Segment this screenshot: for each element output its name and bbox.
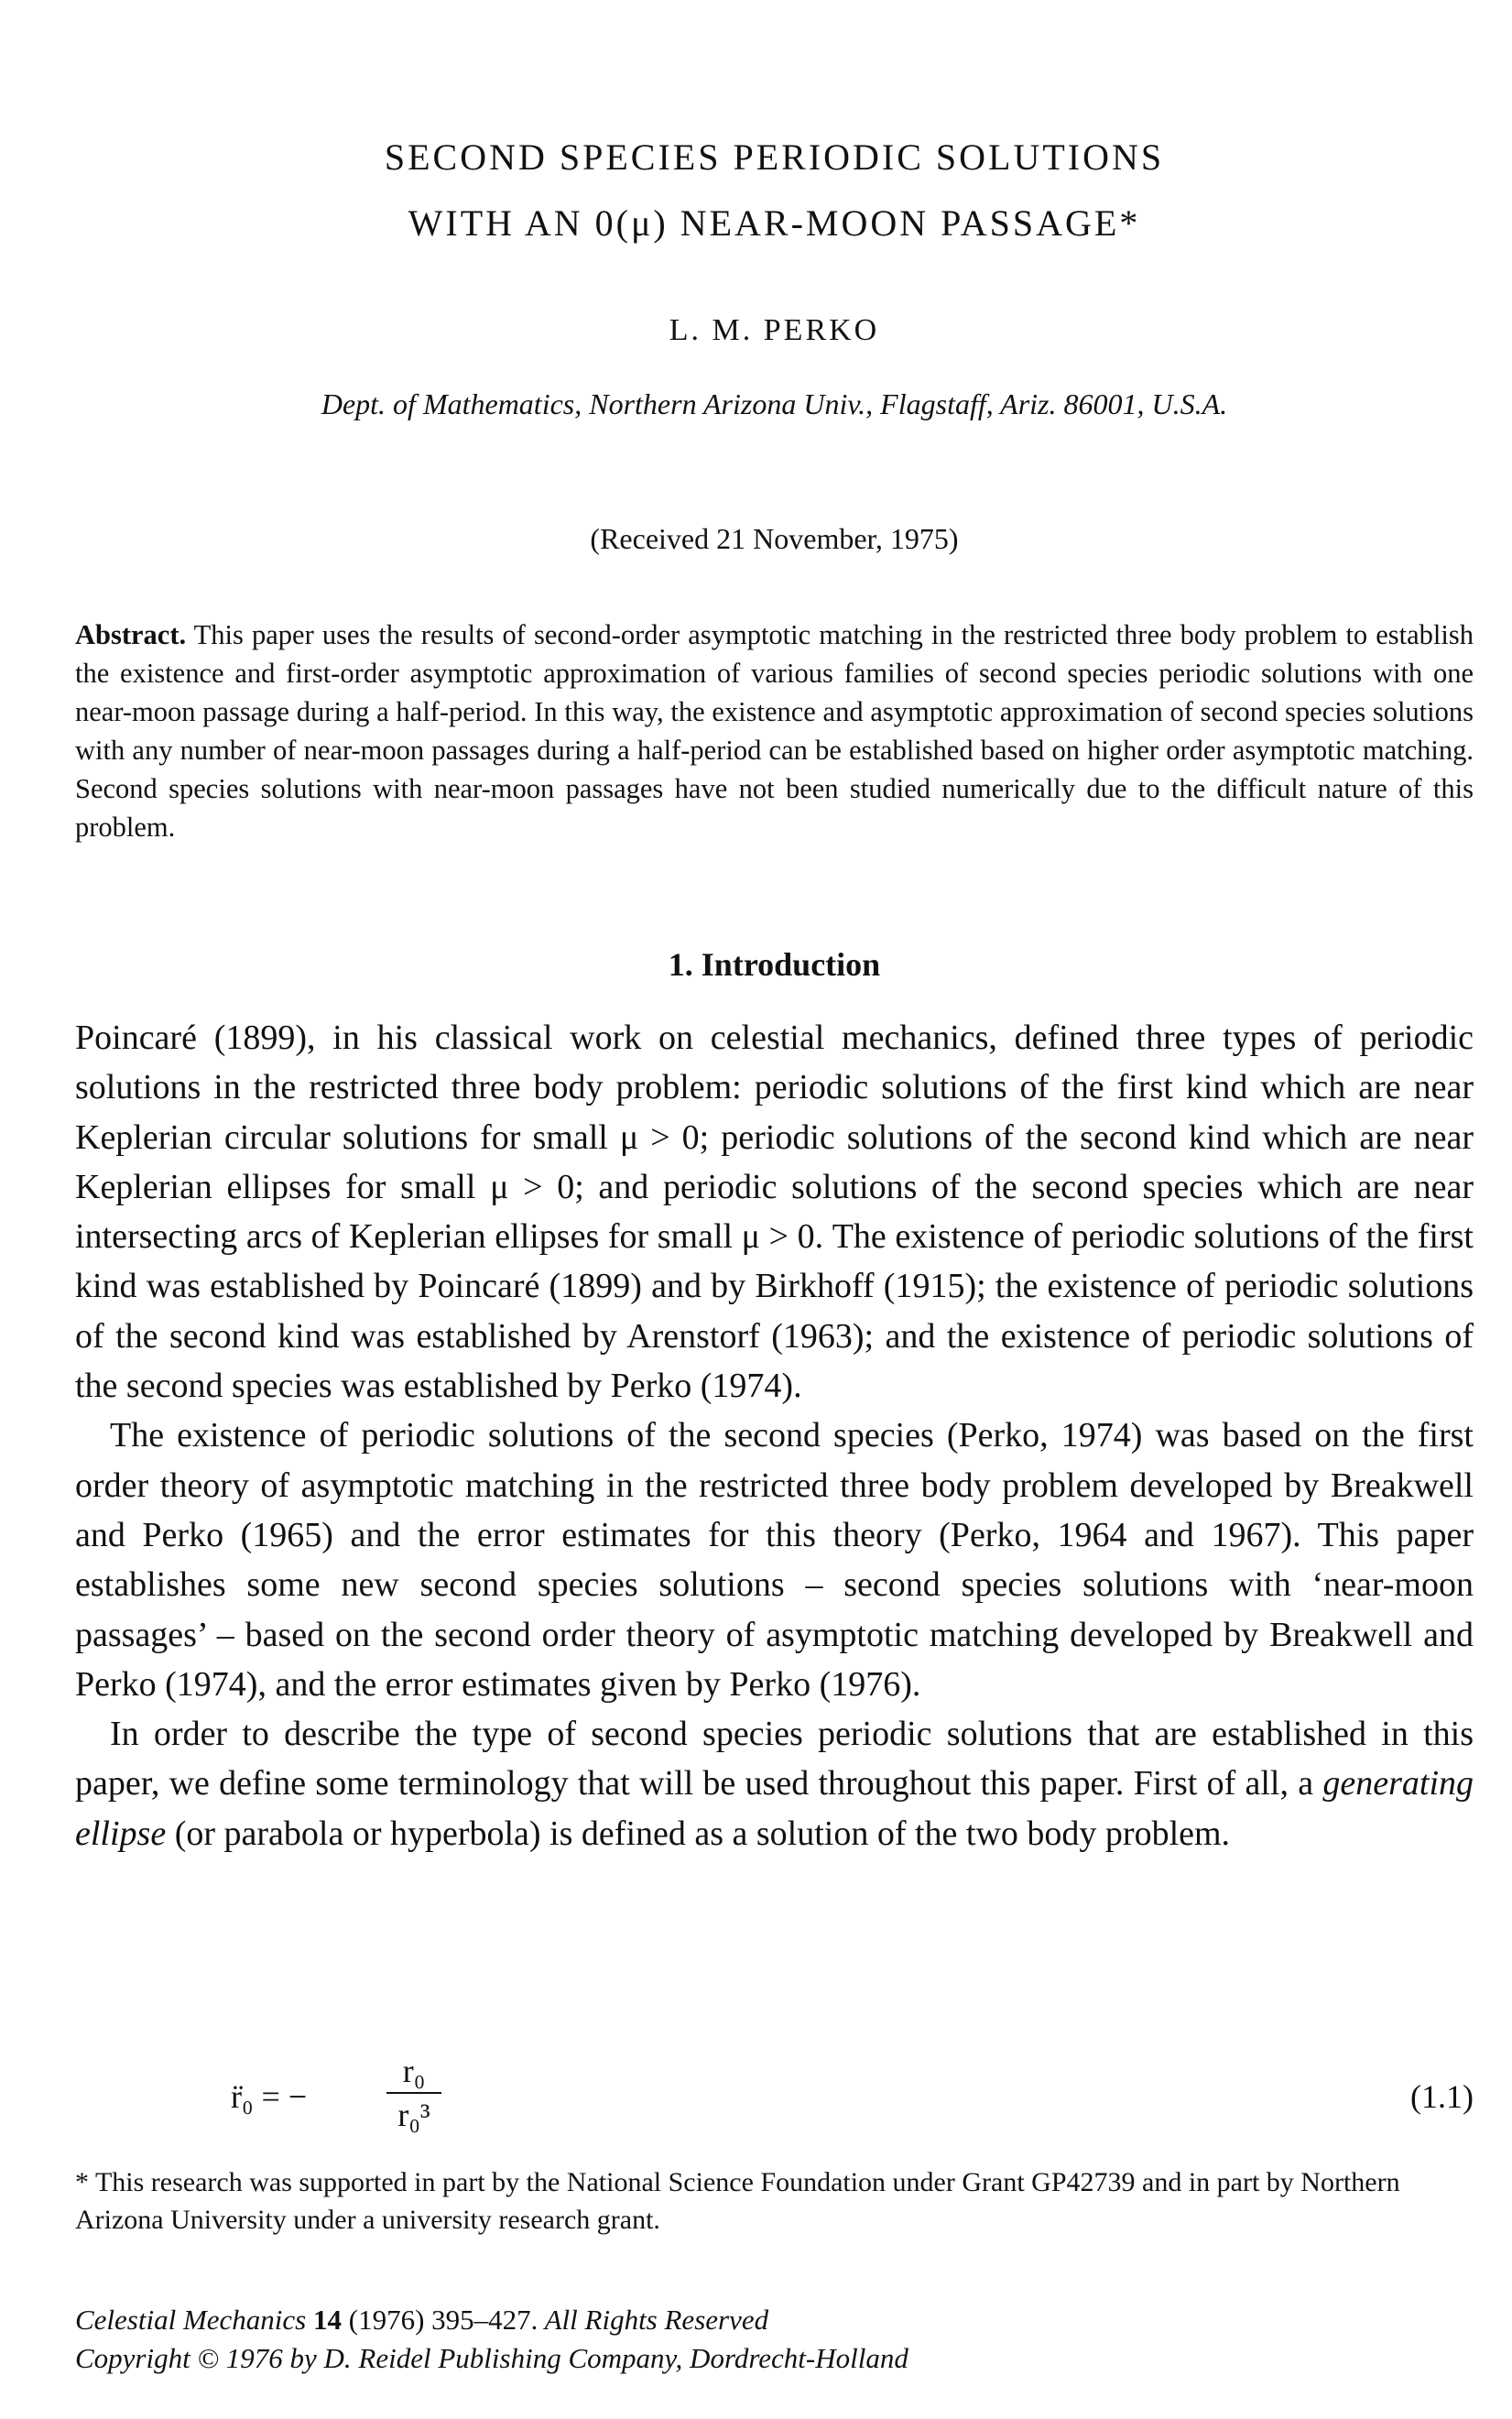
abstract (75, 616, 1474, 846)
received-date: (Received 21 November, 1975) (590, 522, 959, 555)
journal-copyright: Copyright © 1976 by D. Reidel Publishing Company, Dordrecht-Holland (75, 2342, 908, 2374)
journal-rights: All Rights Reserved (544, 2304, 769, 2336)
journal-name: Celestial Mechanics (75, 2304, 307, 2336)
equation-1-1 (75, 2052, 1474, 2143)
paragraph-3-start: In order to describe the type of second species periodic solutions that are established in this paper, we define some terminology that will be used throughout this paper. First of all, a (75, 1715, 1474, 1803)
section-heading: 1. Introduction (668, 946, 881, 983)
journal-line-1 (75, 2301, 1474, 2339)
author-affiliation: Dept. of Mathematics, Northern Arizona Univ., Flagstaff, Ariz. 86001, U.S.A. (321, 387, 1228, 420)
defined-term: generating ellipse (75, 1764, 1474, 1853)
paper-page (75, 0, 1474, 2419)
equation-numerator: r₀ (386, 2052, 441, 2094)
equation-denominator: r₀³ (397, 2097, 430, 2133)
equation-fraction (386, 2052, 441, 2134)
footnote: * This research was supported in part by the National Science Foundation under Grant GP42739 and in part by Northern Arizona University under a university research grant. (75, 2167, 1400, 2235)
paper-title-line-2: WITH AN 0(μ) NEAR-MOON PASSAGE* (408, 202, 1141, 244)
abstract-text: This paper uses the results of second-order asymptotic matching in the restricted three body problem to establish the existence and first-order asymptotic approximation of various families of second species periodic solutions with one near-moon passage during a half-period. In this way, the existence and asymptotic approximation of second species solutions with any number of near-moon passages during a half-period can be established based on higher order asymptotic matching. Second species solutions with near-moon passages have not been studied numerically due to the difficult nature of this problem. (75, 619, 1474, 843)
paragraph-2: The existence of periodic solutions of the second species (Perko, 1974) was based on the first order theory of asymptotic matching in the restricted three body problem developed by Breakwell and Perko (1965) and the error estimates for this theory (Perko, 1964 and 1967). This paper establishes some new second species solutions – second species solutions with ‘near-moon passages’ – based on the second order theory of asymptotic matching developed by Breakwell and Perko (1974), and the error estimates given by Perko (1976). (75, 1416, 1474, 1704)
equation-number: (1.1) (1410, 2078, 1474, 2115)
paper-title-line-1: SECOND SPECIES PERIODIC SOLUTIONS (384, 136, 1165, 178)
journal-year-pages: (1976) 395–427. (348, 2304, 538, 2336)
body-text (75, 1013, 1474, 1858)
abstract-label: Abstract. (75, 619, 187, 650)
journal-citation (75, 2301, 1474, 2378)
journal-volume: 14 (313, 2304, 342, 2336)
author-name: L. M. PERKO (669, 313, 880, 347)
paragraph-3-end: (or parabola or hyperbola) is defined as a solution of the two body problem. (166, 1814, 1231, 1853)
equation-lhs: r̈₀ = − (231, 2078, 308, 2115)
paragraph-3 (75, 1709, 1474, 1858)
paragraph-1: Poincaré (1899), in his classical work on celestial mechanics, defined three types of periodic solutions in the restricted three body problem: periodic solutions of the first kind which are near Keplerian circular solutions for small μ > 0; periodic solutions of the second kind which are near Keplerian ellipses for small μ > 0; and periodic solutions of the second species which are near intersecting arcs of Keplerian ellipses for small μ > 0. The existence of periodic solutions of the first kind was established by Poincaré (1899) and by Birkhoff (1915); the existence of periodic solutions of the second kind was established by Arenstorf (1963); and the existence of periodic solutions of the second species was established by Perko (1974). (75, 1019, 1474, 1406)
